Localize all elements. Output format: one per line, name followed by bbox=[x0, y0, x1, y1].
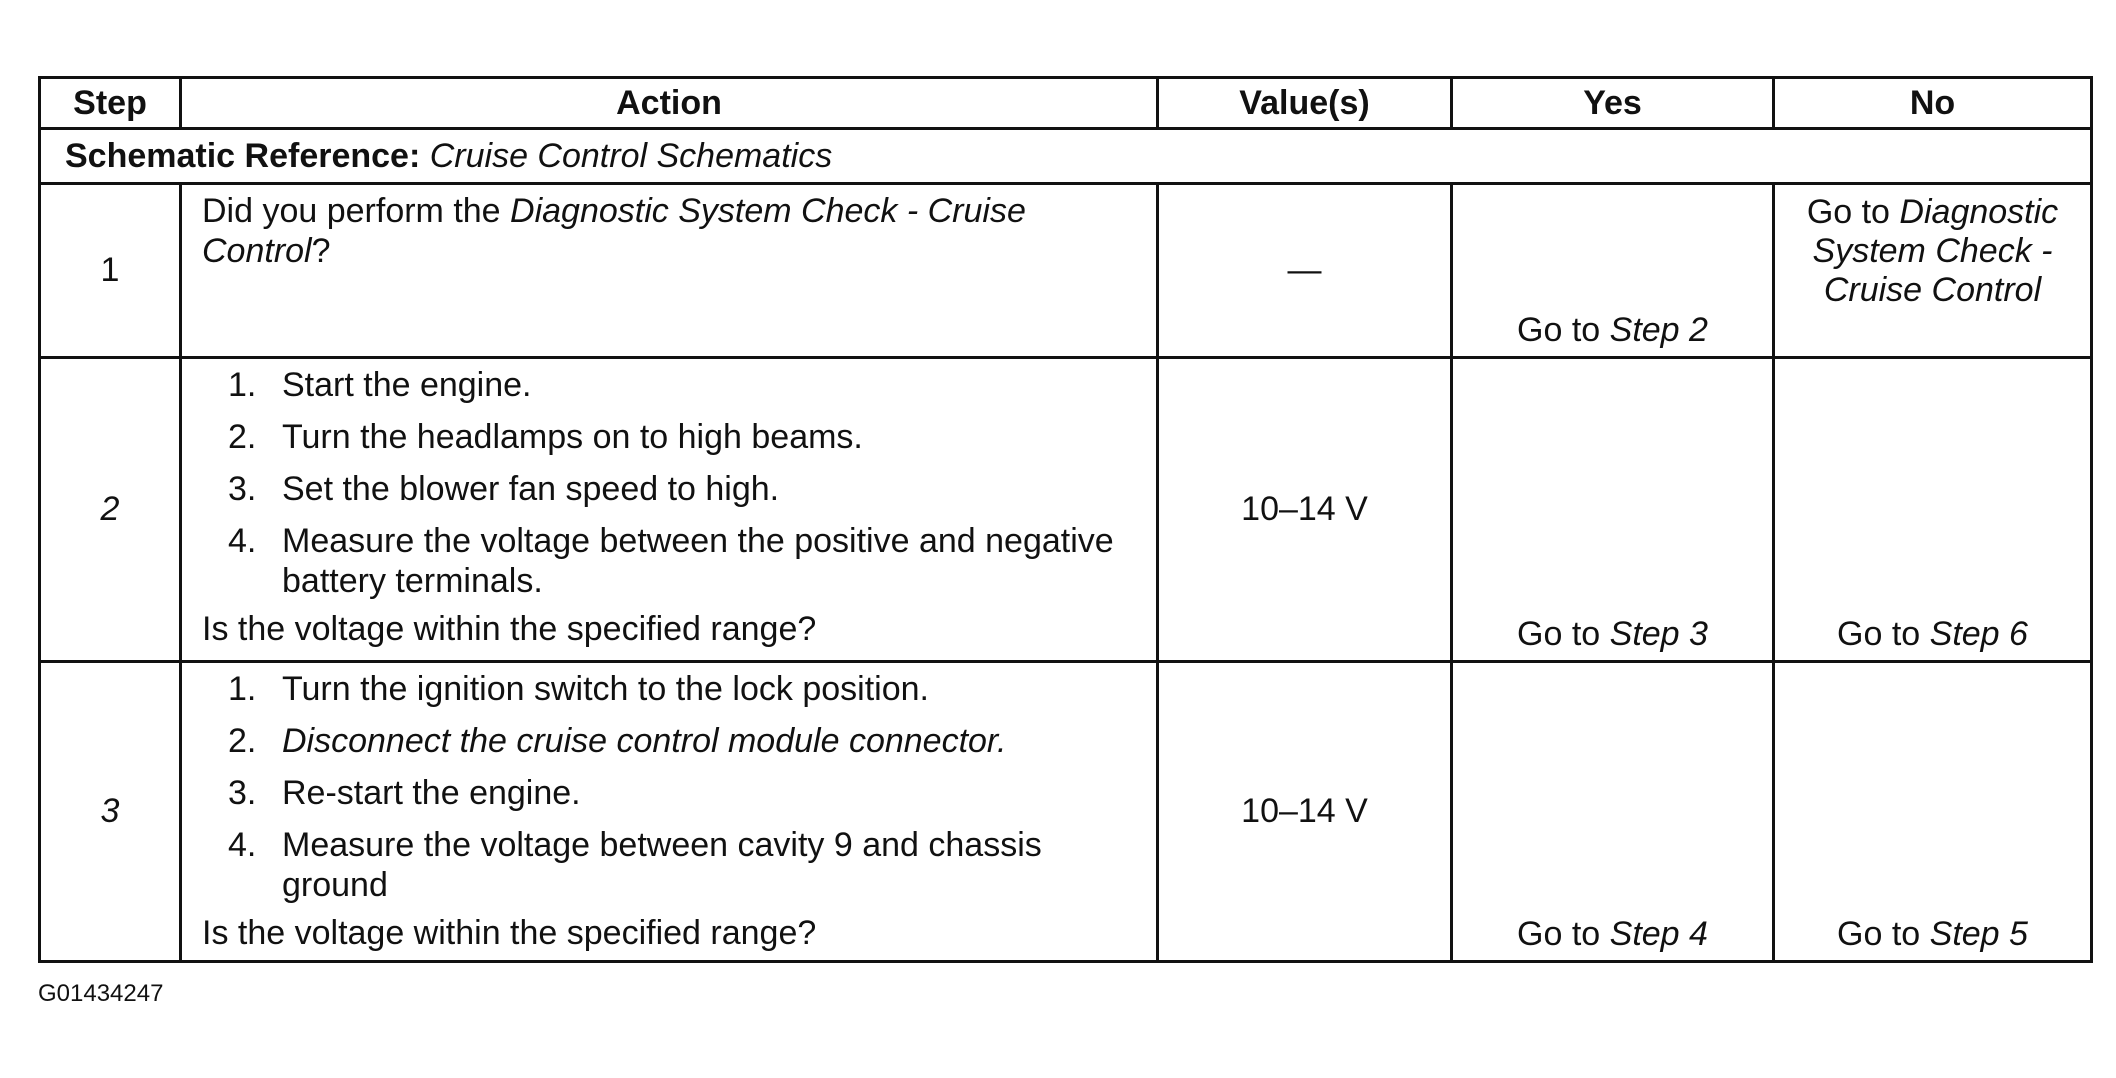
step-number: 3 bbox=[40, 662, 181, 962]
no-prefix: Go to bbox=[1837, 915, 1930, 953]
no-cell bbox=[1774, 662, 2092, 962]
schematic-reference-row bbox=[40, 129, 2092, 184]
table-row-step-3 bbox=[40, 662, 2092, 962]
header-step: Step bbox=[40, 78, 181, 129]
action-question: Is the voltage within the specified range? bbox=[202, 914, 817, 952]
header-yes: Yes bbox=[1452, 78, 1774, 129]
action-text bbox=[181, 358, 1158, 662]
header-action: Action bbox=[181, 78, 1158, 129]
list-item: 4. Measure the voltage between cavity 9 and chassis ground bbox=[228, 826, 1042, 904]
action-steps-list bbox=[202, 669, 1138, 905]
yes-prefix: Go to bbox=[1517, 311, 1610, 349]
figure-id: G01434247 bbox=[38, 980, 164, 1007]
step-number: 2 bbox=[40, 358, 181, 662]
action-steps-list bbox=[202, 365, 1138, 601]
no-cell bbox=[1774, 184, 2092, 358]
action-link[interactable]: Diagnostic System Check - Cruise Control bbox=[202, 192, 1026, 270]
yes-link[interactable]: Step 2 bbox=[1609, 311, 1708, 349]
yes-cell bbox=[1452, 662, 1774, 962]
list-item: 2. Turn the headlamps on to high beams. bbox=[228, 418, 863, 456]
value-cell: 10–14 V bbox=[1158, 662, 1452, 962]
table-row-step-2 bbox=[40, 358, 2092, 662]
schematic-reference-label: Schematic Reference: bbox=[65, 136, 421, 175]
schematic-reference bbox=[40, 129, 2092, 184]
yes-link[interactable]: Step 4 bbox=[1609, 915, 1708, 953]
list-item: 1. Turn the ignition switch to the lock position. bbox=[228, 670, 929, 708]
no-link[interactable]: Diagnostic System Check - Cruise Control bbox=[1812, 193, 2059, 309]
no-cell bbox=[1774, 358, 2092, 662]
action-text bbox=[181, 662, 1158, 962]
step-number: 1 bbox=[40, 184, 181, 358]
diagnostic-table bbox=[38, 76, 2093, 963]
yes-prefix: Go to bbox=[1517, 915, 1610, 953]
action-question: Is the voltage within the specified range? bbox=[202, 610, 817, 648]
action-suffix: ? bbox=[311, 232, 331, 270]
header-no: No bbox=[1774, 78, 2092, 129]
yes-prefix: Go to bbox=[1517, 615, 1610, 653]
schematic-reference-link[interactable]: Cruise Control Schematics bbox=[429, 136, 833, 175]
header-values: Value(s) bbox=[1158, 78, 1452, 129]
yes-cell bbox=[1452, 358, 1774, 662]
action-text bbox=[181, 184, 1158, 358]
yes-link[interactable]: Step 3 bbox=[1609, 615, 1708, 653]
no-link[interactable]: Step 6 bbox=[1929, 615, 2028, 653]
table-row-step-1 bbox=[40, 184, 2092, 358]
action-prefix: Did you perform the bbox=[202, 192, 511, 230]
list-item: 1. Start the engine. bbox=[228, 366, 532, 404]
list-item: 3. Re-start the engine. bbox=[228, 774, 581, 812]
value-cell: — bbox=[1158, 184, 1452, 358]
no-link[interactable]: Step 5 bbox=[1929, 915, 2028, 953]
yes-cell bbox=[1452, 184, 1774, 358]
no-prefix: Go to bbox=[1806, 193, 1900, 231]
list-item: 2. Disconnect the cruise control module connector. bbox=[228, 722, 1007, 760]
no-prefix: Go to bbox=[1837, 615, 1930, 653]
header-row bbox=[40, 78, 2092, 129]
value-cell: 10–14 V bbox=[1158, 358, 1452, 662]
list-item: 4. Measure the voltage between the positive and negative battery terminals. bbox=[228, 522, 1114, 600]
list-item: 3. Set the blower fan speed to high. bbox=[228, 470, 780, 508]
